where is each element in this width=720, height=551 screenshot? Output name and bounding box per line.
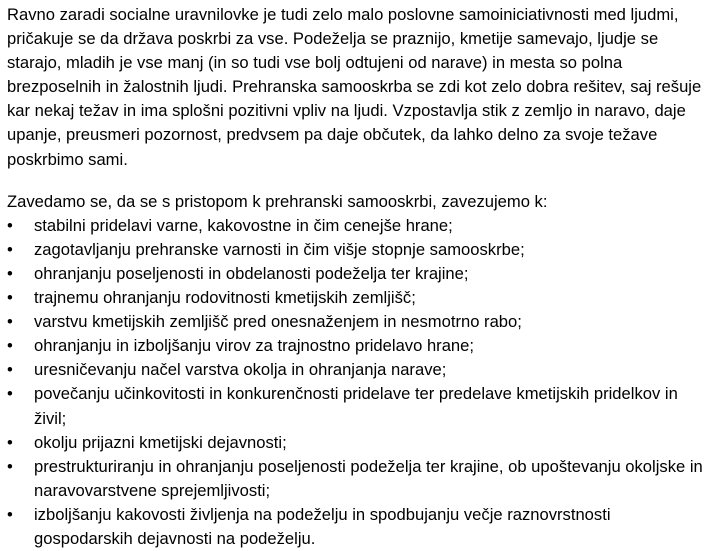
list-item: [7, 334, 713, 358]
list-item-text: zagotavljanju prehranske varnosti in čim višje stopnje samooskrbe;: [34, 239, 525, 259]
bullet-icon: •: [7, 336, 13, 356]
list-item: [7, 286, 713, 310]
list-item: [7, 503, 713, 551]
commitment-list: [7, 214, 713, 551]
list-item: [7, 455, 713, 503]
list-item-text: uresničevanju načel varstva okolja in ohranjanja narave;: [34, 360, 447, 380]
bullet-icon: •: [7, 504, 13, 524]
list-item-text: varstvu kmetijskih zemljišč pred onesnaženjem in nesmotrno rabo;: [34, 312, 522, 332]
list-item-text: okolju prijazni kmetijski dejavnosti;: [34, 432, 287, 452]
bullet-icon: •: [7, 456, 13, 476]
list-item-text: trajnemu ohranjanju rodovitnosti kmetijskih zemljišč;: [34, 288, 416, 308]
list-item: [7, 214, 713, 238]
bullet-icon: •: [7, 432, 13, 452]
bullet-icon: •: [7, 239, 13, 259]
list-item-text: ohranjanju poseljenosti in obdelanosti podeželja ter krajine;: [34, 263, 469, 283]
document-body: [7, 3, 713, 551]
list-item: [7, 310, 713, 334]
list-item: [7, 358, 713, 382]
list-item: [7, 262, 713, 286]
paragraph-intro-text: Ravno zaradi socialne uravnilovke je tudi zelo malo poslovne samoiniciativnosti med ljudmi, pričakuje se da država poskrbi za vse. Podeželja se praznijo, kmetije samevajo, ljudje se starajo, mladih je vse manj (in so tudi vse bolj odtujeni od narave) in mesta so polna brezposelnih in žalostnih ljudi. Prehranska samooskrba se zdi kot zelo dobra rešitev, saj rešuje kar nekaj težav in ima splošni pozitivni vpliv na ljudi. Vzpostavlja stik z zemljo in naravo, daje upanje, preusmeri pozornost, predvsem pa daje občutek, da lahko delno za svoje težave poskrbimo sami.: [7, 5, 702, 169]
list-item: [7, 382, 713, 430]
list-item-text: ohranjanju in izboljšanju virov za trajnostno pridelavo hrane;: [34, 336, 474, 356]
bullet-icon: •: [7, 384, 13, 404]
list-item-text: prestrukturiranju in ohranjanju poseljenosti podeželja ter krajine, ob upoštevanju okoljske in naravovarstvene sprejemljivosti;: [34, 456, 703, 500]
list-item-text: izboljšanju kakovosti življenja na podeželju in spodbujanju večje raznovrstnosti gospodarskih dejavnosti na podeželju.: [34, 504, 611, 548]
list-item-text: stabilni pridelavi varne, kakovostne in čim cenejše hrane;: [34, 215, 453, 235]
list-item: [7, 238, 713, 262]
bullet-icon: •: [7, 360, 13, 380]
bullet-icon: •: [7, 312, 13, 332]
bullet-icon: •: [7, 263, 13, 283]
bullet-icon: •: [7, 288, 13, 308]
list-item: [7, 431, 713, 455]
bullet-icon: •: [7, 215, 13, 235]
commitment-intro: Zavedamo se, da se s pristopom k prehranski samooskrbi, zavezujemo k:: [7, 191, 548, 211]
list-item-text: povečanju učinkovitosti in konkurenčnosti pridelave ter predelave kmetijskih pridelkov in živil;: [34, 384, 678, 428]
